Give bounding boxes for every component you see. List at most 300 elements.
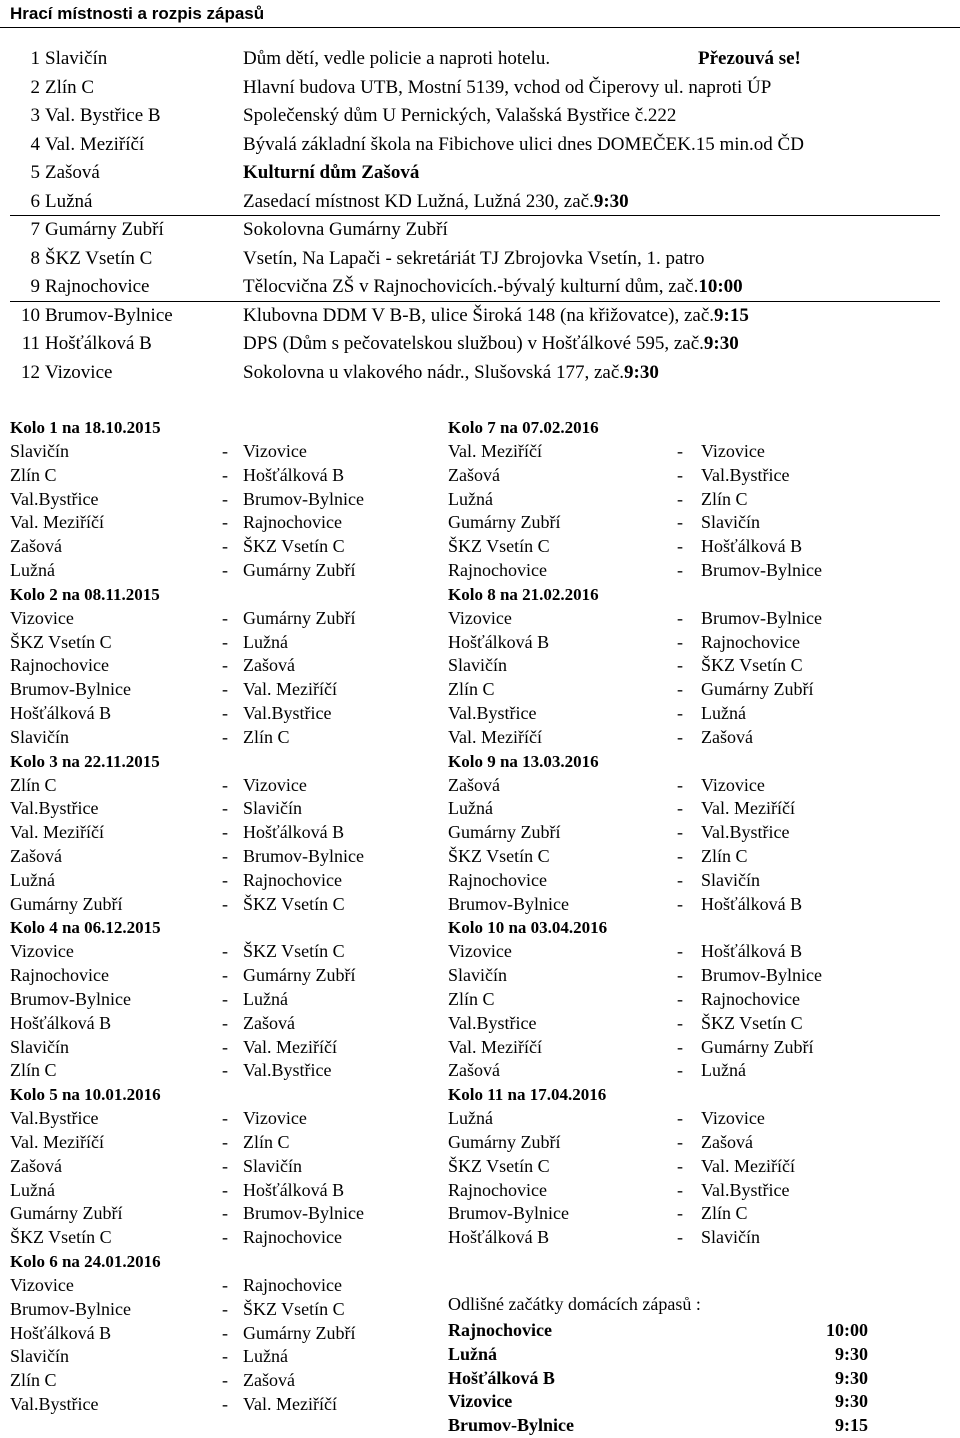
venue-number: 4 [30,133,40,155]
away-team: ŠKZ Vsetín C [701,655,803,676]
match-separator: - [677,941,683,962]
venue-address: Vsetín, Na Lapači - sekretáriát TJ Zbrojovka Vsetín, 1. patro [243,247,705,269]
venue-number: 7 [30,219,40,240]
venue-row [10,330,940,359]
away-team: Zašová [243,655,295,676]
match-separator: - [222,893,228,914]
round-block [448,750,888,917]
match-separator: - [222,726,228,747]
venue-team: Lužná [45,190,93,212]
home-team: Vizovice [10,1274,74,1295]
note-team: Vizovice [448,1391,513,1412]
match-row [10,535,440,559]
away-team: Zašová [701,1131,753,1152]
note-row [448,1319,868,1343]
home-team: Hošťálková B [10,702,112,723]
venue-row [10,216,940,245]
venue-address: Klubovna DDM V B-B, ulice Široká 148 (na křižovatce), zač. [243,304,715,326]
round-block [10,583,440,750]
match-row [10,893,440,917]
home-team: Brumov-Bylnice [10,679,131,700]
match-row [448,702,888,726]
round-block [448,583,888,750]
away-team: Vizovice [243,774,307,795]
venue-number: 10 [21,304,40,326]
match-row [448,631,888,655]
away-team: Hošťálková B [243,822,345,843]
note-time: 9:30 [835,1391,868,1412]
away-team: Val. Meziříčí [701,1155,795,1176]
round-block [10,750,440,917]
match-row [10,488,440,512]
match-separator: - [222,774,228,795]
round-title: Kolo 4 na 06.12.2015 [10,918,161,938]
away-team: Brumov-Bylnice [701,559,822,580]
away-team: Val. Meziříčí [243,1036,337,1057]
schedule-left-column [10,416,440,1417]
venue-place [243,45,550,74]
match-separator: - [677,798,683,819]
home-team: ŠKZ Vsetín C [448,536,550,557]
venue-address: Dům dětí, vedle policie a naproti hotelu. [243,48,551,69]
home-team: Brumov-Bylnice [448,1203,569,1224]
home-team: Val. Meziříčí [448,1036,542,1057]
home-team: Brumov-Bylnice [10,1298,131,1319]
note-team: Hošťálková B [448,1367,555,1388]
away-team: Val.Bystřice [243,702,332,723]
home-team: Zlín C [10,1370,57,1391]
venue-number: 6 [30,190,40,212]
note-row [448,1343,868,1367]
home-team: Zlín C [10,1060,57,1081]
venue-note: Přezouvá se! [698,48,801,69]
home-team: Lužná [448,488,493,509]
away-team: Slavičín [701,1227,760,1248]
match-separator: - [222,1274,228,1295]
match-row [10,1345,440,1369]
match-separator: - [222,559,228,580]
match-separator: - [222,1346,228,1367]
venue-address: Tělocvična ZŠ v Rajnochovicích.-bývalý kulturní dům, zač. [243,276,699,297]
venue-team: Rajnochovice [45,276,150,297]
venue-place [243,359,659,388]
home-team: ŠKZ Vsetín C [448,1155,550,1176]
venue-number: 1 [30,48,40,69]
away-team: Gumárny Zubří [243,1322,356,1343]
away-team: Hošťálková B [701,941,803,962]
page-title: Hrací místnosti a rozpis zápasů [10,4,265,23]
away-team: Zašová [243,1370,295,1391]
match-row [10,559,440,583]
note-time: 9:30 [835,1343,868,1364]
venue-start-time: 9:30 [624,361,659,383]
home-team: ŠKZ Vsetín C [448,845,550,866]
venue-address: Hlavní budova UTB, Mostní 5139, vchod od Čiperovy ul. naproti ÚP [243,76,772,98]
match-separator: - [222,1060,228,1081]
match-row [448,893,888,917]
away-team: Zlín C [701,488,748,509]
schedule-right-column [448,416,888,1250]
match-row [448,607,888,631]
match-row [10,702,440,726]
match-separator: - [222,536,228,557]
home-team: Zašová [448,1060,500,1081]
home-team: Lužná [448,798,493,819]
match-row [448,1179,888,1203]
match-separator: - [677,441,683,461]
away-team: Rajnochovice [243,1227,342,1248]
round-block [10,416,440,583]
match-row [10,678,440,702]
venue-start-time: 10:00 [698,276,743,297]
match-separator: - [677,1012,683,1033]
match-separator: - [222,941,228,962]
venue-address: Společenský dům U Pernických, Valašská Bystřice č.222 [243,105,677,126]
away-team: Rajnochovice [243,512,342,533]
away-team: Rajnochovice [701,988,800,1009]
match-separator: - [222,988,228,1009]
match-separator: - [677,607,683,628]
match-separator: - [222,798,228,819]
note-time: 9:30 [835,1367,868,1388]
home-team: Rajnochovice [10,965,109,986]
match-separator: - [222,1322,228,1343]
venue-team: Brumov-Bylnice [45,304,173,326]
match-separator: - [677,464,683,485]
home-team: Val.Bystřice [10,488,99,509]
match-separator: - [222,1036,228,1057]
round-title: Kolo 7 na 07.02.2016 [448,418,599,437]
home-team: Vizovice [448,941,512,962]
match-separator: - [677,774,683,795]
match-separator: - [222,1298,228,1319]
away-team: Hošťálková B [701,536,803,557]
home-team: Val.Bystřice [448,1012,537,1033]
note-team: Brumov-Bylnice [448,1415,574,1436]
note-row [448,1390,868,1414]
match-separator: - [677,1227,683,1248]
home-team: ŠKZ Vsetín C [10,631,112,652]
away-team: Gumárny Zubří [243,607,356,628]
match-separator: - [677,893,683,914]
away-team: Hošťálková B [701,893,803,914]
round-block [448,916,888,1083]
match-row [10,511,440,535]
note-team: Rajnochovice [448,1320,552,1340]
away-team: Zašová [243,1012,295,1033]
note-time: 9:15 [835,1415,868,1436]
away-team: Vizovice [243,1108,307,1129]
venue-start-time: 9:30 [703,333,739,354]
away-team: Gumárny Zubří [701,679,814,700]
away-team: Brumov-Bylnice [243,1203,364,1224]
away-team: Brumov-Bylnice [701,607,822,628]
away-team: Val. Meziříčí [701,798,795,819]
match-separator: - [222,1393,228,1414]
match-separator: - [677,965,683,986]
venue-row [10,188,940,217]
match-row [10,1393,440,1417]
venue-number: 8 [30,247,40,269]
venue-number: 3 [30,105,40,126]
home-team: Gumárny Zubří [448,822,561,843]
away-team: Zlín C [701,845,748,866]
home-team: Lužná [10,559,55,580]
home-team: Val. Meziříčí [448,441,542,461]
home-team: Slavičín [448,655,507,676]
home-team: Vizovice [10,941,74,962]
match-row [10,964,440,988]
away-team: Rajnochovice [701,631,800,652]
match-row [10,988,440,1012]
match-row [10,440,440,464]
round-title: Kolo 9 na 13.03.2016 [448,751,599,771]
match-row [10,1036,440,1060]
round-block [448,1083,888,1250]
match-row [448,654,888,678]
home-team: Hošťálková B [10,1012,112,1033]
venue-address: Sokolovna Gumárny Zubří [243,219,448,240]
match-row [10,1322,440,1346]
away-team: Val.Bystřice [701,1179,790,1200]
match-separator: - [677,869,683,890]
venue-team: Zašová [45,162,100,183]
match-separator: - [222,845,228,866]
away-team: Zlín C [243,1131,290,1152]
match-row [10,1369,440,1393]
match-row [448,869,888,893]
match-row [10,631,440,655]
away-team: Zašová [701,726,753,747]
match-row [10,1155,440,1179]
match-row [10,1298,440,1322]
match-row [448,1131,888,1155]
venue-team: Val. Meziříčí [45,133,145,155]
away-team: ŠKZ Vsetín C [243,536,345,557]
match-separator: - [222,488,228,509]
away-team: Slavičín [701,869,760,890]
venue-start-time: 9:30 [593,190,629,212]
match-separator: - [222,1227,228,1248]
match-separator: - [222,1370,228,1391]
home-team: Lužná [448,1108,493,1129]
match-separator: - [677,559,683,580]
home-team: Val.Bystřice [10,798,99,819]
home-team: Val. Meziříčí [448,726,542,747]
round-block [10,1250,440,1417]
match-separator: - [677,1179,683,1200]
home-team: Rajnochovice [448,1179,547,1200]
match-row [448,559,888,583]
home-team: Hošťálková B [448,1227,550,1248]
match-separator: - [677,1131,683,1152]
match-row [10,654,440,678]
match-separator: - [677,1155,683,1176]
away-team: Lužná [701,1060,746,1081]
match-row [448,1155,888,1179]
home-team: Zašová [448,774,500,795]
match-row [448,511,888,535]
home-team: Val.Bystřice [10,1108,99,1129]
match-separator: - [677,679,683,700]
venue-row [10,102,940,131]
match-row [10,797,440,821]
home-team: Gumárny Zubří [10,893,123,914]
match-row [10,607,440,631]
venue-place [243,131,804,160]
match-row [10,845,440,869]
home-team: Zašová [448,464,500,485]
match-separator: - [222,965,228,986]
match-separator: - [222,631,228,652]
match-separator: - [222,1155,228,1176]
home-team: Hošťálková B [10,1322,112,1343]
notes-title: Odlišné začátky domácích zápasů : [448,1294,701,1314]
match-separator: - [677,1203,683,1224]
venue-address: Kulturní dům Zašová [243,162,420,183]
away-team: Zlín C [701,1203,748,1224]
away-team: ŠKZ Vsetín C [243,941,345,962]
match-row [10,1107,440,1131]
match-row [448,678,888,702]
home-team: Rajnochovice [448,869,547,890]
match-separator: - [222,464,228,485]
note-time: 10:00 [826,1320,868,1340]
match-separator: - [222,1108,228,1129]
match-row [448,1036,888,1060]
venue-team: Gumárny Zubří [45,219,164,240]
venue-number: 11 [21,333,40,354]
home-team: Zašová [10,536,62,557]
venue-place [243,188,629,217]
match-separator: - [677,1036,683,1057]
venue-row [10,74,940,103]
match-row [448,1107,888,1131]
match-separator: - [222,822,228,843]
round-block [10,916,440,1083]
note-row [448,1367,868,1391]
match-separator: - [222,679,228,700]
match-row [448,464,888,488]
round-block [448,416,888,583]
away-team: Hošťálková B [243,1179,345,1200]
match-separator: - [222,1203,228,1224]
match-separator: - [677,988,683,1009]
match-row [10,869,440,893]
home-team: Slavičín [10,1346,69,1367]
home-team: Slavičín [448,965,507,986]
match-row [10,774,440,798]
venue-row [10,245,940,274]
away-team: Val. Meziříčí [243,679,337,700]
away-team: Lužná [243,988,288,1009]
match-separator: - [222,1179,228,1200]
match-row [10,1202,440,1226]
match-row [448,988,888,1012]
away-team: Lužná [701,702,746,723]
away-team: ŠKZ Vsetín C [243,1298,345,1319]
start-time-notes [448,1292,868,1438]
venue-team: Slavičín [45,48,108,69]
match-separator: - [677,845,683,866]
away-team: Zlín C [243,726,290,747]
venue-place [243,302,749,331]
away-team: Slavičín [243,1155,302,1176]
away-team: Rajnochovice [243,1274,342,1295]
round-title: Kolo 6 na 24.01.2016 [10,1251,161,1271]
home-team: Val. Meziříčí [10,822,104,843]
home-team: Rajnochovice [10,655,109,676]
match-separator: - [222,512,228,533]
venue-place [243,330,739,359]
home-team: Vizovice [10,607,74,628]
venue-start-time: 9:15 [714,304,749,326]
match-separator: - [677,726,683,747]
match-separator: - [222,441,228,461]
match-row [448,535,888,559]
match-separator: - [222,869,228,890]
home-team: Zašová [10,845,62,866]
match-separator: - [222,1012,228,1033]
away-team: Vizovice [701,441,765,461]
match-row [10,1179,440,1203]
venue-list [10,45,940,387]
round-title: Kolo 2 na 08.11.2015 [10,584,160,604]
match-separator: - [677,655,683,676]
venue-place [243,245,705,274]
venue-team: Hošťálková B [45,333,152,354]
home-team: Brumov-Bylnice [10,988,131,1009]
venue-address: Bývalá základní škola na Fibichove ulici dnes DOMEČEK.15 min.od ČD [243,133,804,155]
away-team: Slavičín [243,798,302,819]
venue-row [10,45,940,74]
venue-number: 9 [30,276,40,297]
match-row [10,940,440,964]
away-team: Val.Bystřice [701,822,790,843]
match-separator: - [222,1131,228,1152]
venue-row [10,273,940,302]
away-team: ŠKZ Vsetín C [243,893,345,914]
match-row [10,464,440,488]
home-team: Zlín C [448,679,495,700]
home-team: Zlín C [448,988,495,1009]
match-row [448,821,888,845]
match-separator: - [677,488,683,509]
venue-address: Zasedací místnost KD Lužná, Lužná 230, zač. [243,190,594,212]
away-team: Lužná [243,1346,288,1367]
match-row [448,797,888,821]
venue-team: Zlín C [45,76,95,98]
round-title: Kolo 5 na 10.01.2016 [10,1085,161,1105]
away-team: Gumárny Zubří [243,559,356,580]
away-team: Brumov-Bylnice [243,845,364,866]
match-row [10,1274,440,1298]
title-divider [0,27,960,28]
match-separator: - [677,631,683,652]
match-row [10,1226,440,1250]
away-team: Brumov-Bylnice [243,488,364,509]
venue-place [243,216,448,245]
match-row [448,440,888,464]
venue-team: Vizovice [45,361,113,383]
home-team: Val. Meziříčí [10,1131,104,1152]
venue-row [10,159,940,188]
home-team: Gumárny Zubří [448,512,561,533]
away-team: ŠKZ Vsetín C [701,1012,803,1033]
match-separator: - [222,655,228,676]
match-row [448,1202,888,1226]
match-row [10,1131,440,1155]
